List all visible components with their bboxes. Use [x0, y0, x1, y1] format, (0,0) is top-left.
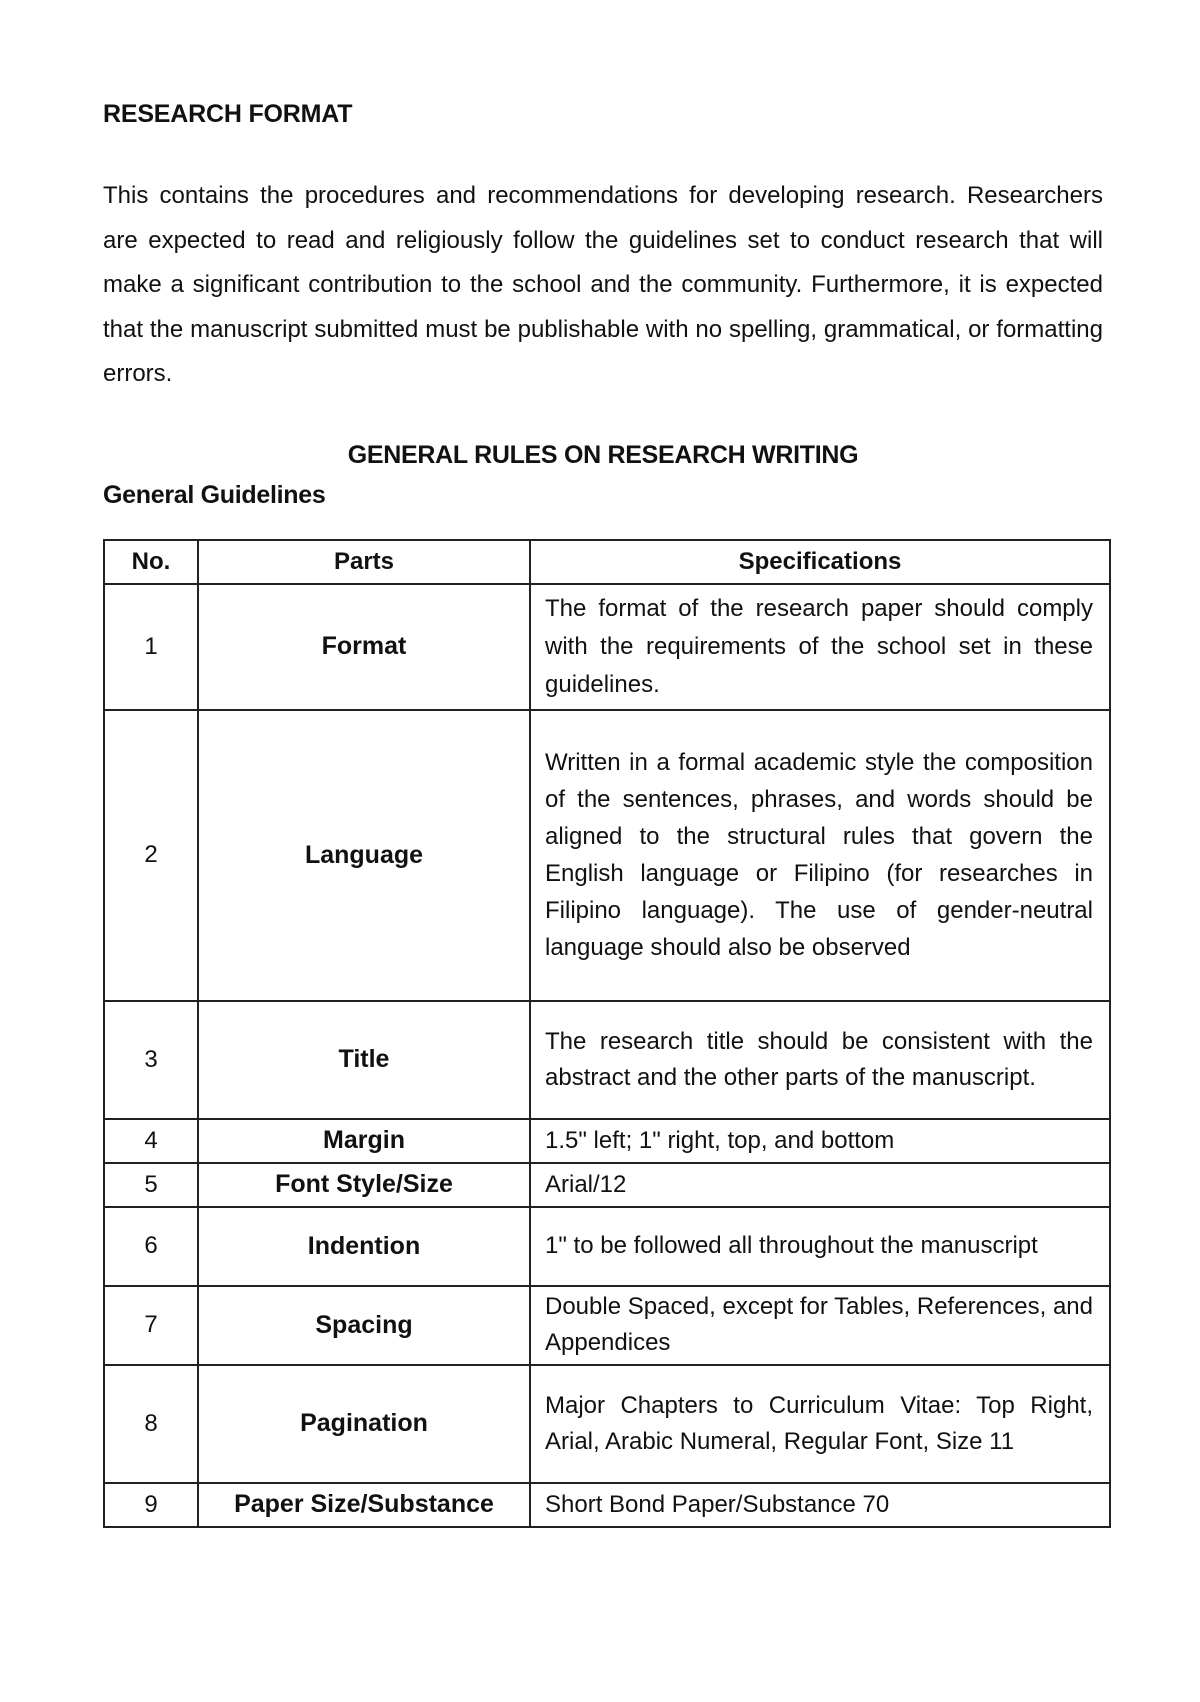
table-row: [104, 1483, 1110, 1527]
row-number: 3: [104, 1001, 198, 1119]
guidelines-table: [103, 539, 1111, 1528]
table-row: [104, 1163, 1110, 1207]
row-number: 6: [104, 1207, 198, 1286]
row-number: 7: [104, 1286, 198, 1365]
document-title: RESEARCH FORMAT: [103, 100, 353, 128]
table-row: [104, 1119, 1110, 1163]
row-number: 1: [104, 584, 198, 710]
section-heading: GENERAL RULES ON RESEARCH WRITING: [347, 440, 859, 469]
header-parts: Parts: [198, 540, 530, 584]
table-row: [104, 1001, 1110, 1119]
sub-heading: General Guidelines: [103, 480, 326, 509]
row-part: Pagination: [198, 1365, 530, 1483]
row-part: Language: [198, 710, 530, 1001]
table-row: [104, 584, 1110, 710]
row-specification: Short Bond Paper/Substance 70: [530, 1483, 1110, 1527]
table-row: [104, 1207, 1110, 1286]
row-number: 9: [104, 1483, 198, 1527]
row-specification: The research title should be consistent with the abstract and the other parts of the manuscript.: [530, 1001, 1110, 1119]
row-part: Margin: [198, 1119, 530, 1163]
row-part: Spacing: [198, 1286, 530, 1365]
row-number: 5: [104, 1163, 198, 1207]
row-number: 2: [104, 710, 198, 1001]
row-specification: Major Chapters to Curriculum Vitae: Top Right, Arial, Arabic Numeral, Regular Font, Size 11: [530, 1365, 1110, 1483]
table-row: [104, 1365, 1110, 1483]
row-specification: 1" to be followed all throughout the manuscript: [530, 1207, 1110, 1286]
row-number: 8: [104, 1365, 198, 1483]
row-part: Paper Size/Substance: [198, 1483, 530, 1527]
row-specification: The format of the research paper should comply with the requirements of the school set in these guidelines.: [530, 584, 1110, 710]
row-specification: 1.5" left; 1" right, top, and bottom: [530, 1119, 1110, 1163]
document-page: [103, 100, 1103, 1528]
table-row: [104, 710, 1110, 1001]
intro-paragraph: This contains the procedures and recommendations for developing research. Researchers are expected to read and religiously follow the guidelines set to conduct research that will make a significant contribution to the school and the community. Furthermore, it is expected that the manuscript submitted must be publishable with no spelling, grammatical, or formatting errors.: [103, 182, 1103, 387]
header-no: No.: [104, 540, 198, 584]
row-part: Font Style/Size: [198, 1163, 530, 1207]
row-specification: Double Spaced, except for Tables, References, and Appendices: [530, 1286, 1110, 1365]
table-header-row: [104, 540, 1110, 584]
header-specifications: Specifications: [530, 540, 1110, 584]
table-row: [104, 1286, 1110, 1365]
row-part: Format: [198, 584, 530, 710]
row-part: Title: [198, 1001, 530, 1119]
row-number: 4: [104, 1119, 198, 1163]
row-part: Indention: [198, 1207, 530, 1286]
row-specification: Arial/12: [530, 1163, 1110, 1207]
row-specification: Written in a formal academic style the composition of the sentences, phrases, and words should be aligned to the structural rules that govern the English language or Filipino (for researches in Filipino language). The use of gender-neutral language should also be observed: [530, 710, 1110, 1001]
